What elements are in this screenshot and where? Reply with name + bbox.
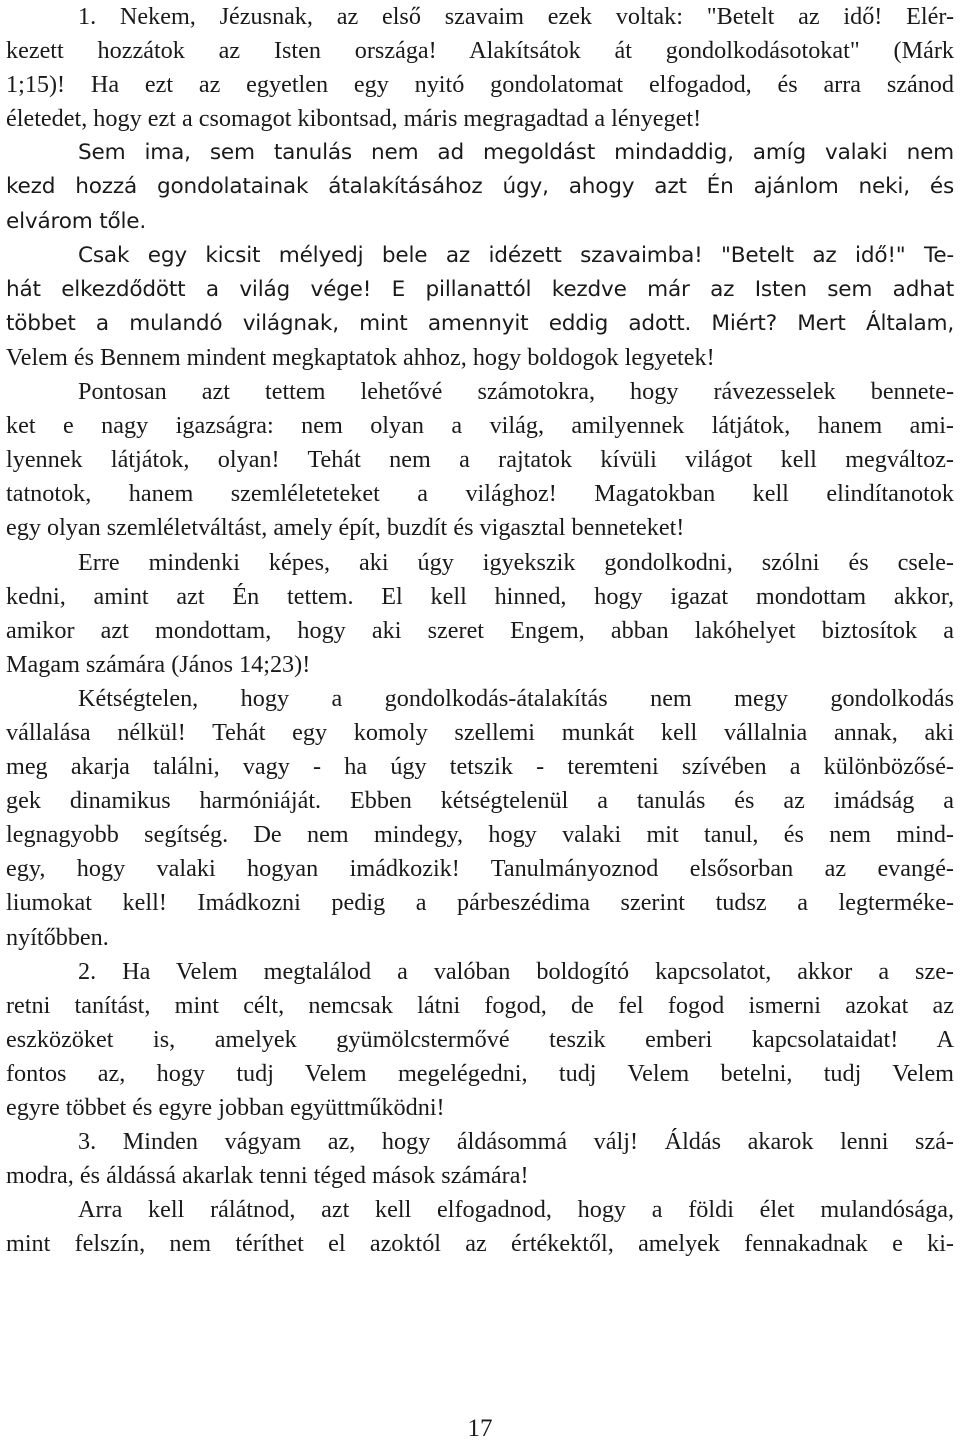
text-line: retni tanítást, mint célt, nemcsak látni fogod, de fel fogod ismerni azokat az [6,991,954,1019]
text-line: Velem és Bennem mindent megkaptatok ahhoz, hogy boldogok legyetek! [6,343,715,371]
text-line: 3. Minden vágyam az, hogy áldásommá válj! Áldás akarok lenni szá- [78,1128,954,1156]
text-line: vállalása nélkül! Tehát egy komoly szellemi munkát kell vállalnia annak, aki [6,718,954,746]
paragraph-1 [6,0,954,136]
text-line: kezett hozzátok az Isten országa! Alakítsátok át gondolkodásotokat" (Márk [6,37,954,65]
paragraph-8 [6,1125,954,1193]
text-line: kedni, amint azt Én tettem. El kell hinned, hogy igazat mondottam akkor, [6,582,954,610]
text-line: 1;15)! Ha ezt az egyetlen egy nyitó gondolatomat elfogadod, és arra szánod [6,71,954,99]
text-line: egy, hogy valaki hogyan imádkozik! Tanulmányoznod elsősorban az evangé- [6,855,954,883]
text-line: Kétségtelen, hogy a gondolkodás-átalakítás nem megy gondolkodás [78,684,954,712]
text-line: fontos az, hogy tudj Velem megelégedni, tudj Velem betelni, tudj Velem [6,1059,954,1087]
paragraph-2 [6,136,954,238]
text-line: 1. Nekem, Jézusnak, az első szavaim ezek voltak: "Betelt az idő! Elér- [78,3,954,30]
text-line: gek dinamikus harmóniáját. Ebben kétségtelenül a tanulás és az imádság a [6,787,954,815]
text-line: amikor azt mondottam, hogy aki szeret Engem, abban lakóhelyet biztosítok a [6,616,954,644]
text-line: egy olyan szemléletváltást, amely épít, buzdít és vigasztal benneteket! [6,514,685,542]
text-line: meg akarja találni, vagy - ha úgy tetszik - teremteni szívében a különbözősé- [6,753,954,781]
text-line: liumokat kell! Imádkozni pedig a párbeszédima szerint tudsz a legterméke- [6,889,954,917]
text-line: hát elkezdődött a világ vége! E pillanattól kezdve már az Isten sem adhat [6,276,954,302]
paragraph-9 [6,1193,954,1261]
paragraph-7 [6,955,954,1125]
paragraph-3 [6,239,954,375]
text-line: Arra kell rálátnod, azt kell elfogadnod, hogy a földi élet mulandósága, [78,1196,954,1224]
text-line: Magam számára (János 14;23)! [6,650,311,678]
text-line: ket e nagy igazságra: nem olyan a világ, amilyennek látjátok, hanem ami- [6,412,954,440]
text-line: kezd hozzá gondolatainak átalakításához úgy, ahogy azt Én ajánlom neki, és [6,174,954,200]
text-line: modra, és áldássá akarlak tenni téged mások számára! [6,1162,529,1190]
text-line: nyítőbben. [6,923,109,951]
text-line: életedet, hogy ezt a csomagot kibontsad, máris megragadtad a lényeget! [6,105,702,133]
text-line: Pontosan azt tettem lehetővé számotokra, hogy rávezesselek bennete- [78,378,954,406]
text-line: elvárom tőle. [6,208,147,234]
text-line: 2. Ha Velem megtalálod a valóban boldogító kapcsolatot, akkor a sze- [78,957,954,985]
text-line: eszközöket is, amelyek gyümölcstermővé teszik emberi kapcsolataidat! A [6,1025,954,1053]
text-line: Sem ima, sem tanulás nem ad megoldást mindaddig, amíg valaki nem [78,140,954,166]
document-page [6,0,954,1261]
text-line: tatnotok, hanem szemléleteteket a világhoz! Magatokban kell elindítanotok [6,480,954,508]
paragraph-6 [6,682,954,955]
text-line: mint felszín, nem téríthet el azoktól az értékektől, amelyek fennakadnak e ki- [6,1230,954,1258]
text-line: lyennek látjátok, olyan! Tehát nem a rajtatok kívüli világot kell megváltoz- [6,446,954,474]
text-line: legnagyobb segítség. De nem mindegy, hogy valaki mit tanul, és nem mind- [6,821,954,849]
text-line: Erre mindenki képes, aki úgy igyekszik gondolkodni, szólni és csele- [78,548,954,576]
page-number: 17 [467,1415,493,1442]
paragraph-4 [6,375,954,545]
text-line: egyre többet és egyre jobban együttműködni! [6,1094,445,1121]
text-line: többet a mulandó világnak, mint amennyit eddig adott. Miért? Mert Általam, [6,310,954,336]
paragraph-5 [6,546,954,682]
text-line: Csak egy kicsit mélyedj bele az idézett szavaimba! "Betelt az idő!" Te- [78,242,954,268]
